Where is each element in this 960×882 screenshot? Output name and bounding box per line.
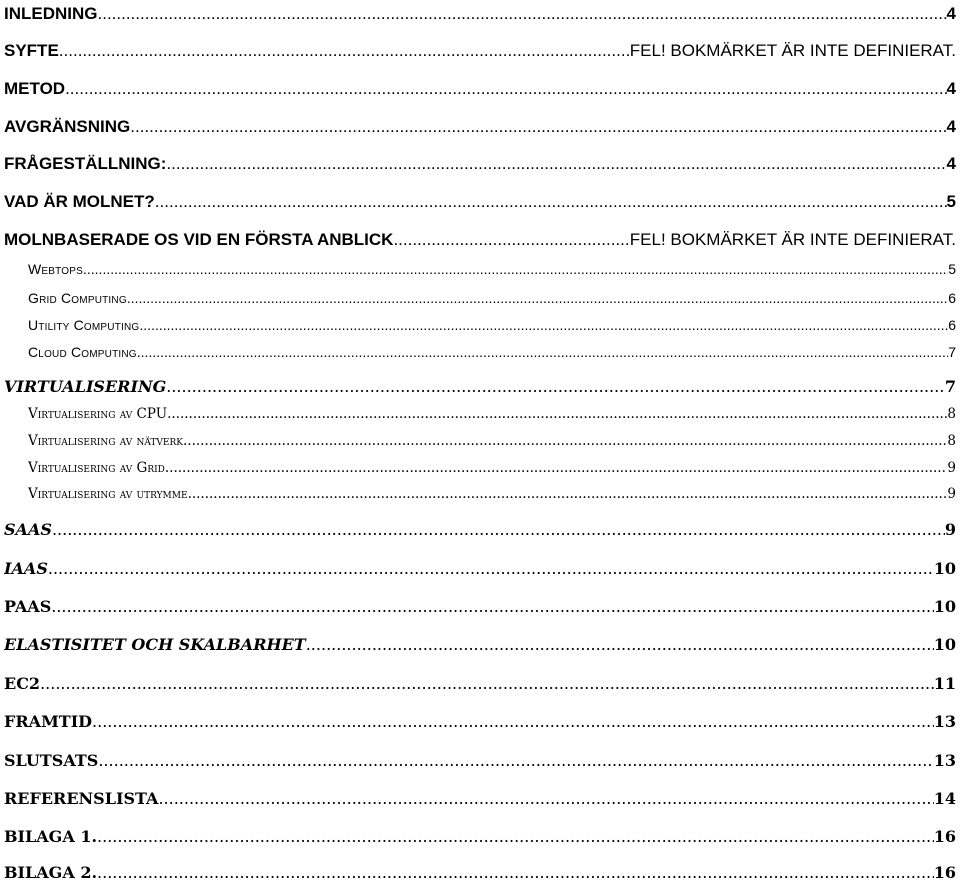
- toc-entry-webtops[interactable]: [28, 255, 956, 277]
- toc-entry-page: 4: [946, 117, 956, 136]
- toc-entry-page: 4: [946, 79, 956, 98]
- toc-entry-title: VAD ÄR MOLNET?: [4, 192, 155, 211]
- toc-entry-title: REFERENSLISTA: [4, 789, 159, 808]
- toc-entry-title: AVGRÄNSNING: [4, 117, 131, 136]
- toc-leader-dots: [92, 712, 934, 731]
- toc-entry-page: 10: [933, 559, 956, 578]
- toc-entry-ec2[interactable]: [4, 669, 956, 693]
- toc-entry-page: 11: [933, 674, 956, 693]
- toc-leader-dots: [155, 192, 947, 212]
- toc-entry-page: 13: [933, 751, 956, 770]
- toc-entry-page: 10: [933, 597, 956, 616]
- toc-entry-title: FRAMTID: [4, 712, 93, 731]
- toc-entry-page: 9: [944, 520, 956, 539]
- toc-entry-title: BILAGA 1.: [4, 827, 98, 846]
- toc-leader-dots: [98, 751, 933, 770]
- toc-entry-saas[interactable]: [4, 515, 956, 539]
- toc-entry-avgransning[interactable]: [4, 113, 956, 137]
- toc-leader-dots: [83, 261, 948, 277]
- toc-entry-framtid[interactable]: [4, 707, 956, 731]
- toc-entry-elastisitet[interactable]: [4, 630, 956, 654]
- toc-entry-page: 4: [946, 154, 956, 173]
- toc-entry-page: 13: [933, 712, 956, 731]
- toc-entry-page: 4: [946, 4, 956, 23]
- toc-entry-title: SAAS: [4, 520, 52, 539]
- toc-entry-grid-computing[interactable]: [28, 284, 956, 306]
- toc-entry-bilaga-2[interactable]: [4, 860, 956, 882]
- toc-entry-page: 9: [947, 460, 956, 476]
- toc-entry-title: METOD: [4, 79, 66, 98]
- toc-entry-title: MOLNBASERADE OS VID EN FÖRSTA ANBLICK: [4, 230, 394, 249]
- toc-leader-dots: [52, 520, 945, 539]
- toc-leader-dots: [166, 377, 945, 396]
- toc-entry-iaas[interactable]: [4, 554, 956, 578]
- toc-entry-title: VIRTUALISERING: [4, 377, 167, 396]
- toc-entry-inledning[interactable]: [4, 0, 956, 24]
- toc-entry-page: 7: [944, 377, 956, 396]
- toc-entry-vad-ar-molnet[interactable]: [4, 188, 956, 212]
- toc-entry-page: 8: [947, 406, 956, 422]
- toc-leader-dots: [127, 290, 948, 306]
- toc-entry-title: EC2: [4, 674, 41, 693]
- toc-leader-dots: [51, 597, 933, 616]
- toc-entry-virtualisering-cpu[interactable]: [28, 400, 956, 422]
- toc-leader-dots: [139, 317, 948, 333]
- toc-entry-title: Virtualisering av nätverk: [28, 433, 183, 449]
- toc-entry-page: 10: [933, 635, 956, 654]
- toc-bookmark-error: FEL! BOKMÄRKET ÄR INTE DEFINIERAT.: [629, 230, 956, 249]
- toc-entry-paas[interactable]: [4, 592, 956, 616]
- toc-leader-dots: [97, 827, 934, 846]
- toc-leader-dots: [98, 4, 947, 24]
- toc-entry-cloud-computing[interactable]: [28, 338, 956, 360]
- toc-entry-page: 16: [933, 827, 956, 846]
- toc-entry-title: Virtualisering av CPU: [28, 406, 168, 422]
- toc-leader-dots: [158, 789, 933, 808]
- toc-entry-page: 7: [948, 344, 956, 360]
- toc-leader-dots: [137, 344, 948, 360]
- toc-entry-title: Utility Computing: [28, 317, 140, 333]
- toc-entry-syfte[interactable]: [4, 37, 956, 61]
- toc-entry-title: SLUTSATS: [4, 751, 99, 770]
- toc-entry-title: Virtualisering av Grid: [28, 460, 165, 476]
- toc-entry-page: 6: [948, 290, 956, 306]
- toc-entry-title: FRÅGESTÄLLNING:: [4, 154, 167, 173]
- toc-entry-page: 6: [948, 317, 956, 333]
- toc-entry-slutsats[interactable]: [4, 746, 956, 770]
- toc-entry-title: PAAS: [4, 597, 52, 616]
- toc-leader-dots: [40, 674, 934, 693]
- toc-entry-title: SYFTE: [4, 41, 59, 60]
- toc-entry-page: 16: [933, 863, 956, 882]
- toc-leader-dots: [130, 117, 946, 137]
- toc-entry-title: ELASTISITET OCH SKALBARHET: [4, 635, 306, 654]
- toc-entry-title: Grid Computing: [28, 290, 127, 306]
- toc-entry-page: 5: [946, 192, 956, 211]
- toc-entry-molnbaserade-os[interactable]: [4, 226, 956, 250]
- toc-leader-dots: [65, 79, 946, 99]
- toc-entry-metod[interactable]: [4, 75, 956, 99]
- toc-leader-dots: [183, 433, 947, 449]
- toc-leader-dots: [306, 635, 934, 654]
- toc-leader-dots: [165, 460, 948, 476]
- toc-leader-dots: [97, 863, 934, 882]
- toc-leader-dots: [59, 41, 630, 61]
- toc-bookmark-error: FEL! BOKMÄRKET ÄR INTE DEFINIERAT.: [629, 41, 956, 60]
- toc-leader-dots: [393, 230, 629, 250]
- toc-entry-virtualisering[interactable]: [4, 372, 956, 396]
- toc-entry-virtualisering-natverk[interactable]: [28, 427, 956, 449]
- toc-entry-title: INLEDNING: [4, 4, 98, 23]
- toc-entry-title: Cloud Computing: [28, 344, 137, 360]
- toc-entry-title: IAAS: [4, 559, 48, 578]
- toc-entry-bilaga-1[interactable]: [4, 822, 956, 846]
- toc-entry-utility-computing[interactable]: [28, 311, 956, 333]
- toc-entry-referenslista[interactable]: [4, 784, 956, 808]
- toc-leader-dots: [188, 486, 948, 502]
- toc-entry-page: 14: [933, 789, 956, 808]
- toc-entry-page: 5: [948, 261, 956, 277]
- toc-entry-title: BILAGA 2.: [4, 863, 98, 882]
- toc-leader-dots: [48, 559, 934, 578]
- toc-entry-page: 9: [947, 486, 956, 502]
- toc-entry-title: Webtops: [28, 261, 83, 277]
- toc-entry-virtualisering-utrymme[interactable]: [28, 480, 956, 502]
- toc-entry-title: Virtualisering av utrymme: [28, 486, 188, 502]
- toc-entry-fragestallning[interactable]: [4, 150, 956, 174]
- toc-entry-page: 8: [947, 433, 956, 449]
- toc-leader-dots: [167, 406, 947, 422]
- toc-entry-virtualisering-grid[interactable]: [28, 454, 956, 476]
- toc-leader-dots: [166, 154, 946, 174]
